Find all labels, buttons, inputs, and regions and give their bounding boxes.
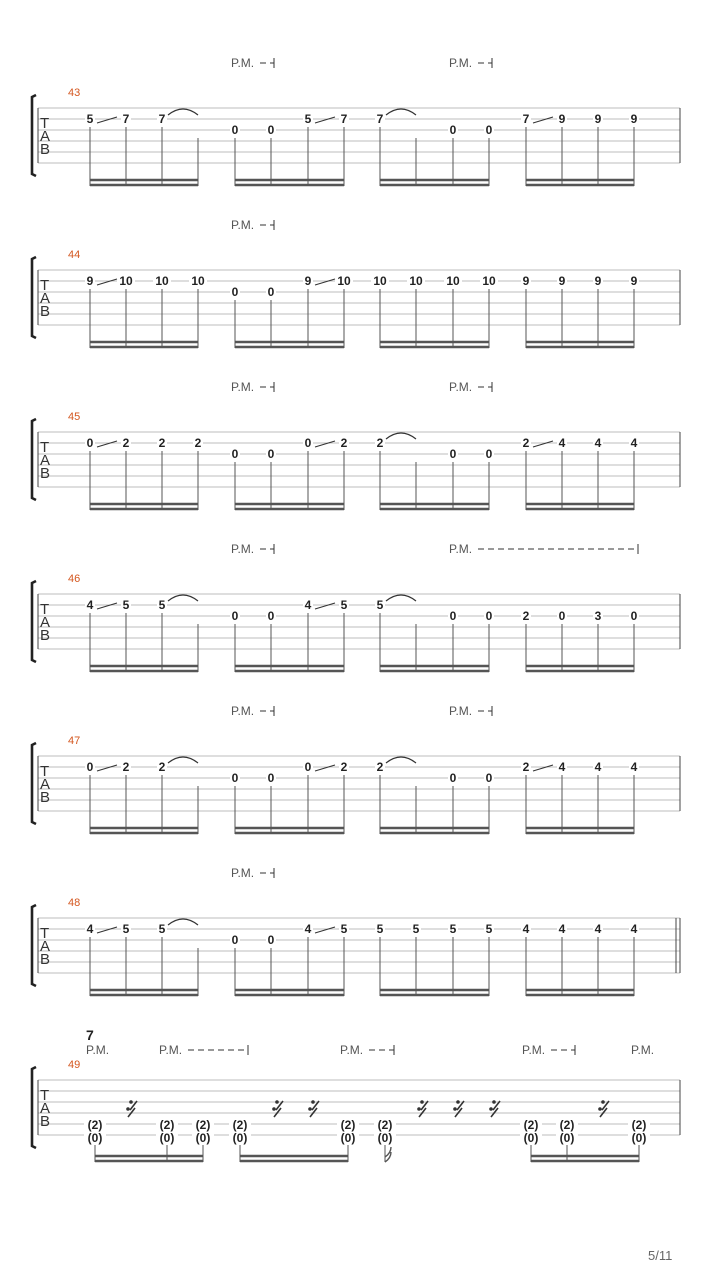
tie-arc [168, 595, 198, 601]
fret-number: 7 [340, 112, 348, 126]
tab-clef-letter: A [40, 128, 51, 145]
slide [97, 441, 117, 447]
fret-number: 10 [119, 274, 133, 288]
palm-mute-label: P.M. [449, 56, 473, 70]
fret-number: 2 [376, 436, 384, 450]
fret-number: 5 [122, 922, 130, 936]
tie-arc [386, 433, 416, 439]
slide [97, 279, 117, 285]
fret-number: 4 [594, 436, 602, 450]
fret-number: 0 [231, 285, 239, 299]
fret-number: 2 [122, 760, 130, 774]
system-bracket [32, 581, 36, 662]
measure-number: 45 [68, 411, 81, 423]
fret-number: 5 [449, 922, 457, 936]
fret-number: 4 [594, 760, 602, 774]
tab-clef-letter: A [40, 614, 51, 631]
system-bracket [32, 419, 36, 500]
tie-arc [386, 757, 416, 763]
measure-number: 47 [68, 735, 81, 747]
fret-number: 2 [158, 760, 166, 774]
fret-number: 0 [304, 436, 312, 450]
tab-clef-letter: T [40, 277, 50, 294]
fret-number: 3 [594, 609, 602, 623]
fret-number: 2 [340, 760, 348, 774]
fret-number: 10 [191, 274, 205, 288]
fret-number: 0 [558, 609, 566, 623]
rest-dot [272, 1107, 276, 1111]
slide [315, 117, 335, 123]
palm-mute-label: P.M. [231, 56, 255, 70]
tie-arc [168, 757, 198, 763]
fret-number: 5 [122, 598, 130, 612]
tab-clef-letter: B [40, 141, 51, 158]
palm-mute-label: P.M. [522, 1043, 546, 1057]
fret-number: 2 [522, 609, 530, 623]
slide [97, 765, 117, 771]
fret-number: 4 [630, 436, 638, 450]
fret-number: 0 [485, 609, 493, 623]
fret-number: 2 [340, 436, 348, 450]
fret-number: 9 [558, 274, 566, 288]
fret-number: 0 [231, 609, 239, 623]
fret-number: 4 [558, 760, 566, 774]
ghost-fret: (2) [523, 1118, 539, 1132]
ghost-fret: (2) [340, 1118, 356, 1132]
fret-number: 9 [558, 112, 566, 126]
system-bracket [32, 95, 36, 176]
fret-number: 0 [304, 760, 312, 774]
measure-number: 48 [68, 897, 81, 909]
ghost-fret: (0) [159, 1131, 175, 1145]
palm-mute-label: P.M. [449, 542, 473, 556]
fret-number: 9 [522, 274, 530, 288]
measure-number: 49 [68, 1059, 81, 1071]
fret-number: 2 [376, 760, 384, 774]
fret-number: 0 [267, 447, 275, 461]
palm-mute-label: P.M. [159, 1043, 183, 1057]
page-number: 5/11 [648, 1248, 673, 1263]
system-bracket [32, 905, 36, 986]
fret-number: 0 [231, 933, 239, 947]
tab-clef-letter: B [40, 1113, 51, 1130]
tab-clef-letter: T [40, 601, 50, 618]
fret-number: 0 [485, 771, 493, 785]
fret-number: 10 [446, 274, 460, 288]
fret-number: 5 [485, 922, 493, 936]
slide [97, 927, 117, 933]
rest-dot [453, 1107, 457, 1111]
fret-number: 4 [594, 922, 602, 936]
palm-mute-label: P.M. [340, 1043, 364, 1057]
fret-number: 4 [86, 922, 94, 936]
tab-clef-letter: T [40, 115, 50, 132]
fret-number: 5 [158, 922, 166, 936]
slide [315, 603, 335, 609]
rest-dot [601, 1100, 605, 1104]
tab-clef-letter: B [40, 789, 51, 806]
ghost-fret: (2) [195, 1118, 211, 1132]
slide [533, 765, 553, 771]
fret-number: 0 [267, 933, 275, 947]
tab-clef-letter: A [40, 1100, 51, 1117]
fret-number: 0 [231, 771, 239, 785]
rest-dot [129, 1100, 133, 1104]
rest-dot [598, 1107, 602, 1111]
fret-number: 9 [594, 112, 602, 126]
tab-clef-letter: T [40, 925, 50, 942]
ghost-fret: (0) [87, 1131, 103, 1145]
ghost-fret: (0) [195, 1131, 211, 1145]
fret-number: 0 [449, 609, 457, 623]
fret-number: 5 [158, 598, 166, 612]
tab-clef-letter: A [40, 776, 51, 793]
tie-arc [386, 109, 416, 115]
ghost-fret: (0) [232, 1131, 248, 1145]
slide [97, 117, 117, 123]
fret-number: 4 [304, 598, 312, 612]
rest-dot [420, 1100, 424, 1104]
tab-clef-letter: A [40, 452, 51, 469]
fret-number: 9 [630, 274, 638, 288]
tab-clef-letter: T [40, 439, 50, 456]
fret-number: 5 [304, 112, 312, 126]
ghost-fret: (2) [559, 1118, 575, 1132]
slide [315, 765, 335, 771]
fret-number: 4 [630, 760, 638, 774]
system-bracket [32, 1067, 36, 1148]
fret-number: 10 [373, 274, 387, 288]
fret-number: 4 [630, 922, 638, 936]
palm-mute-label: P.M. [449, 380, 473, 394]
fret-number: 10 [155, 274, 169, 288]
fret-number: 0 [231, 447, 239, 461]
fret-number: 10 [482, 274, 496, 288]
fret-number: 0 [449, 771, 457, 785]
fret-number: 4 [304, 922, 312, 936]
ghost-fret: (2) [87, 1118, 103, 1132]
ghost-fret: (2) [377, 1118, 393, 1132]
fret-number: 0 [86, 436, 94, 450]
fret-number: 0 [86, 760, 94, 774]
rest-dot [126, 1107, 130, 1111]
palm-mute-label: P.M. [231, 542, 255, 556]
measure-number: 43 [68, 87, 81, 99]
slide [533, 117, 553, 123]
fret-number: 2 [122, 436, 130, 450]
fret-number: 10 [409, 274, 423, 288]
fret-number: 10 [337, 274, 351, 288]
tie-arc [168, 919, 198, 925]
tab-clef-letter: A [40, 290, 51, 307]
fret-number: 0 [485, 123, 493, 137]
fret-number: 2 [158, 436, 166, 450]
rest-dot [308, 1107, 312, 1111]
palm-mute-label: P.M. [231, 866, 255, 880]
fret-number: 5 [340, 598, 348, 612]
rest-dot [456, 1100, 460, 1104]
fret-number: 0 [449, 447, 457, 461]
palm-mute-label: P.M. [631, 1043, 655, 1057]
rest-dot [275, 1100, 279, 1104]
tie-arc [168, 109, 198, 115]
fret-number: 0 [267, 609, 275, 623]
fret-number: 0 [449, 123, 457, 137]
fret-number: 9 [630, 112, 638, 126]
fret-number: 5 [376, 922, 384, 936]
fret-number: 0 [267, 771, 275, 785]
fret-number: 0 [231, 123, 239, 137]
fret-number: 0 [267, 123, 275, 137]
slide [533, 441, 553, 447]
fret-number: 4 [558, 922, 566, 936]
fret-number: 5 [340, 922, 348, 936]
slide [97, 603, 117, 609]
rest-dot [492, 1100, 496, 1104]
ghost-fret: (2) [232, 1118, 248, 1132]
palm-mute-label: P.M. [231, 218, 255, 232]
measure-number: 46 [68, 573, 81, 585]
palm-mute-label: P.M. [449, 704, 473, 718]
fret-number: 4 [522, 922, 530, 936]
slide [315, 441, 335, 447]
fret-number: 5 [412, 922, 420, 936]
tab-clef-letter: B [40, 627, 51, 644]
fret-number: 2 [522, 436, 530, 450]
fret-number: 5 [376, 598, 384, 612]
tab-clef-letter: B [40, 465, 51, 482]
fret-number: 9 [594, 274, 602, 288]
fret-number: 7 [158, 112, 166, 126]
palm-mute-label: P.M. [231, 380, 255, 394]
tab-clef-letter: B [40, 303, 51, 320]
fret-number: 9 [86, 274, 94, 288]
fret-number: 0 [267, 285, 275, 299]
fret-number: 0 [630, 609, 638, 623]
fret-number: 2 [522, 760, 530, 774]
tab-clef-letter: B [40, 951, 51, 968]
tab-clef-letter: T [40, 763, 50, 780]
fret-number: 7 [376, 112, 384, 126]
fret-number: 4 [86, 598, 94, 612]
rest-dot [417, 1107, 421, 1111]
tab-clef-letter: T [40, 1087, 50, 1104]
rest-dot [311, 1100, 315, 1104]
fret-number: 0 [485, 447, 493, 461]
system-bracket [32, 257, 36, 338]
palm-mute-label: P.M. [231, 704, 255, 718]
ghost-fret: (2) [631, 1118, 647, 1132]
slide [315, 927, 335, 933]
ghost-fret: (0) [523, 1131, 539, 1145]
fret-number: 7 [522, 112, 530, 126]
tab-clef-letter: A [40, 938, 51, 955]
tie-arc [386, 595, 416, 601]
ghost-fret: (0) [377, 1131, 393, 1145]
ghost-fret: (0) [559, 1131, 575, 1145]
palm-mute-label: P.M. [86, 1043, 110, 1057]
ghost-fret: (0) [340, 1131, 356, 1145]
fret-number: 2 [194, 436, 202, 450]
note-flag [385, 1147, 391, 1162]
measure-number: 44 [68, 249, 81, 261]
slide [315, 279, 335, 285]
fret-number: 7 [122, 112, 130, 126]
ghost-fret: (0) [631, 1131, 647, 1145]
system-bracket [32, 743, 36, 824]
ghost-fret: (2) [159, 1118, 175, 1132]
fret-number: 5 [86, 112, 94, 126]
fret-number: 4 [558, 436, 566, 450]
rest-dot [489, 1107, 493, 1111]
fret-number: 9 [304, 274, 312, 288]
section-marker: 7 [86, 1027, 94, 1043]
